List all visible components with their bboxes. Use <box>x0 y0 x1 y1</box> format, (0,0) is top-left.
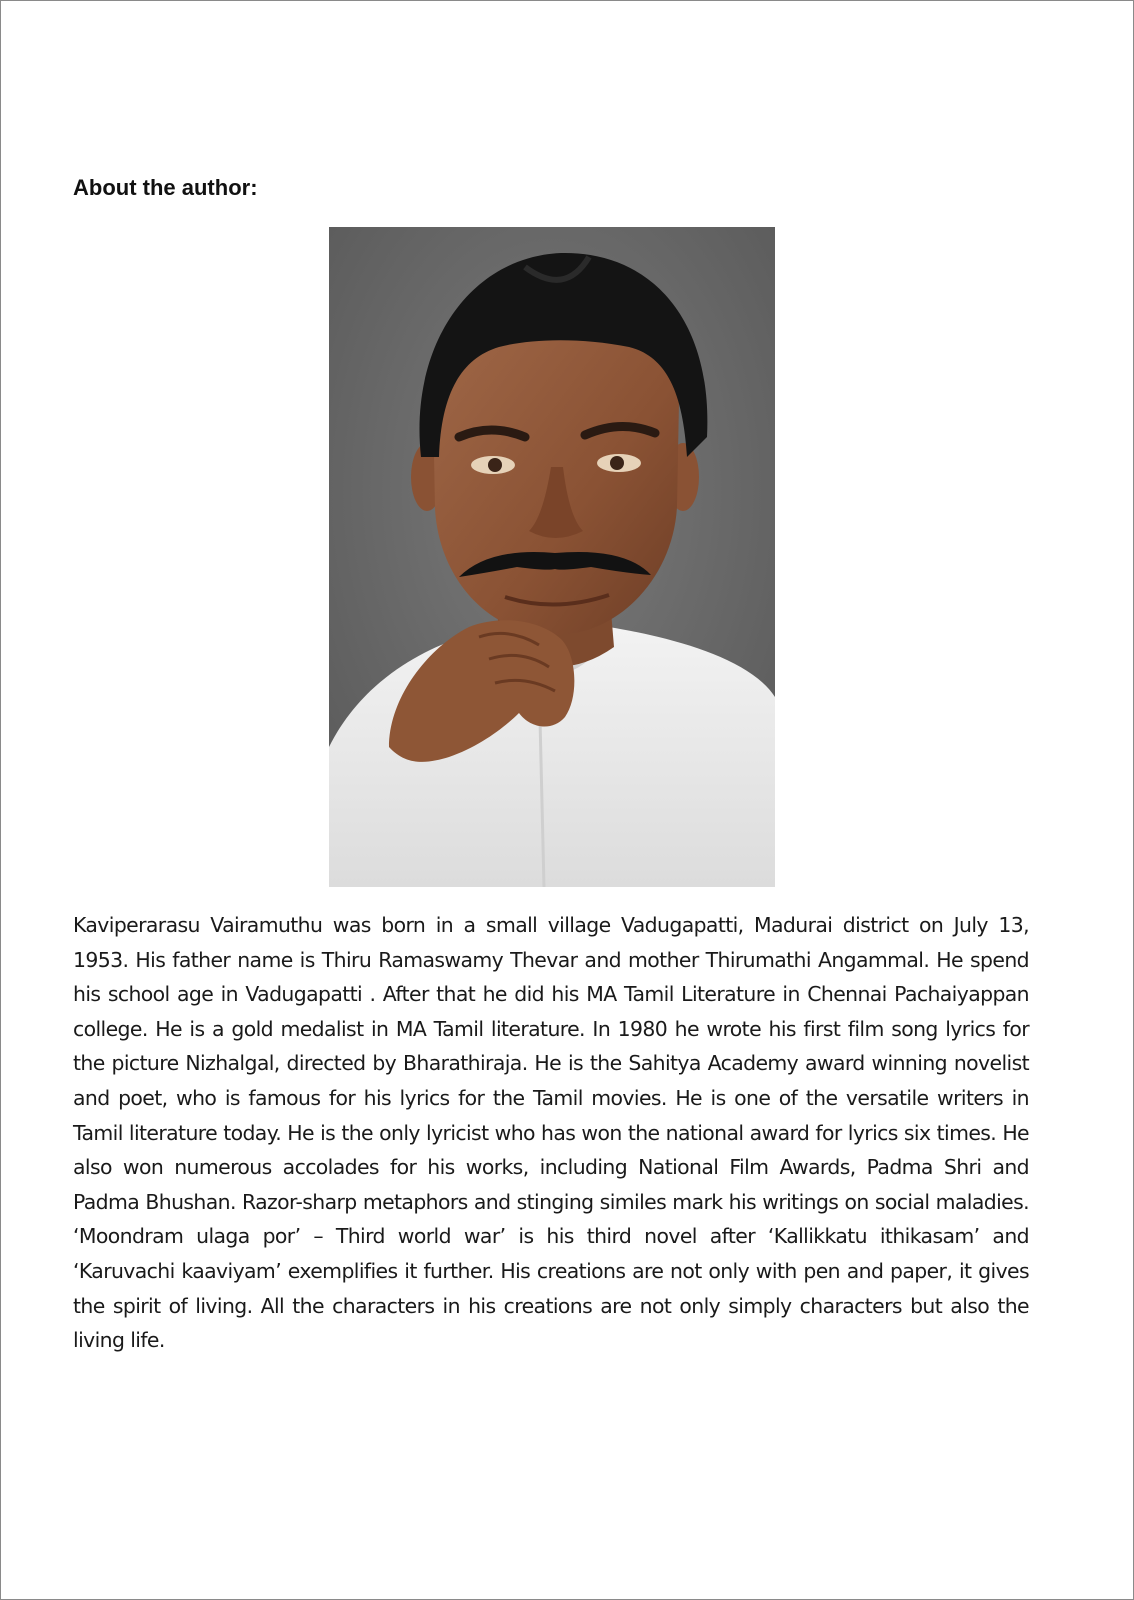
author-biography: Kaviperarasu Vairamuthu was born in a small village Vadugapatti, Madurai district on July 13, 1953. His father name is Thiru Ramaswamy Thevar and mother Thirumathi Angammal. He spend his school age in Vadugapatti . After that he did his MA Tamil Literature in Chennai Pachaiyappan college. He is a gold medalist in MA Tamil literature. In 1980 he wrote his first film song lyrics for the picture Nizhalgal, directed by Bharathiraja. He is the Sahitya Academy award winning novelist and poet, who is famous for his lyrics for the Tamil movies. He is one of the versatile writers in Tamil literature today. He is the only lyricist who has won the national award for lyrics six times. He also won numerous accolades for his works, including National Film Awards, Padma Shri and Padma Bhushan. Razor-sharp metaphors and stinging similes mark his writings on social maladies. ‘Moondram ulaga por’ – Third world war’ is his third novel after ‘Kallikkatu ithikasam’ and ‘Karuvachi kaaviyam’ exemplifies it further. His creations are not only with pen and paper, it gives the spirit of living. All the characters in his creations are not only simply characters but also the living life. <box>73 913 1029 1353</box>
section-heading: About the author: <box>73 175 258 200</box>
author-photo <box>329 227 775 887</box>
author-portrait-illustration <box>329 227 775 887</box>
